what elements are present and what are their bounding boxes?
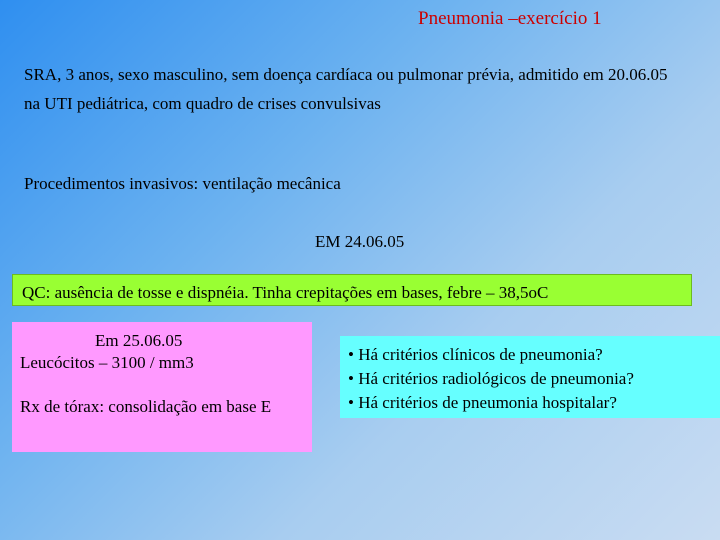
lab-box xyxy=(12,322,312,452)
procedures-text: Procedimentos invasivos: ventilação mecânica xyxy=(24,174,341,193)
questions-box xyxy=(340,336,720,418)
qc-text: QC: ausência de tosse e dispnéia. Tinha crepitações em bases, febre – 38,5oC xyxy=(22,283,549,302)
question-item: • Há critérios clínicos de pneumonia? xyxy=(348,345,603,364)
question-item: • Há critérios de pneumonia hospitalar? xyxy=(348,393,617,412)
question-item: • Há critérios radiológicos de pneumonia? xyxy=(348,369,634,388)
lab-date-text: Em 25.06.05 xyxy=(95,331,183,350)
case-intro-text: SRA, 3 anos, sexo masculino, sem doença cardíaca ou pulmonar prévia, admitido em 20.06.05 na UTI pediátrica, com quadro de crises convulsivas xyxy=(24,65,668,113)
leukocytes-text: Leucócitos – 3100 / mm3 xyxy=(20,353,194,372)
em-date-text: EM 24.06.05 xyxy=(315,232,405,251)
qc-box xyxy=(12,274,692,306)
slide-title: Pneumonia –exercício 1 xyxy=(418,8,602,29)
xray-text: Rx de tórax: consolidação em base E xyxy=(20,397,272,416)
